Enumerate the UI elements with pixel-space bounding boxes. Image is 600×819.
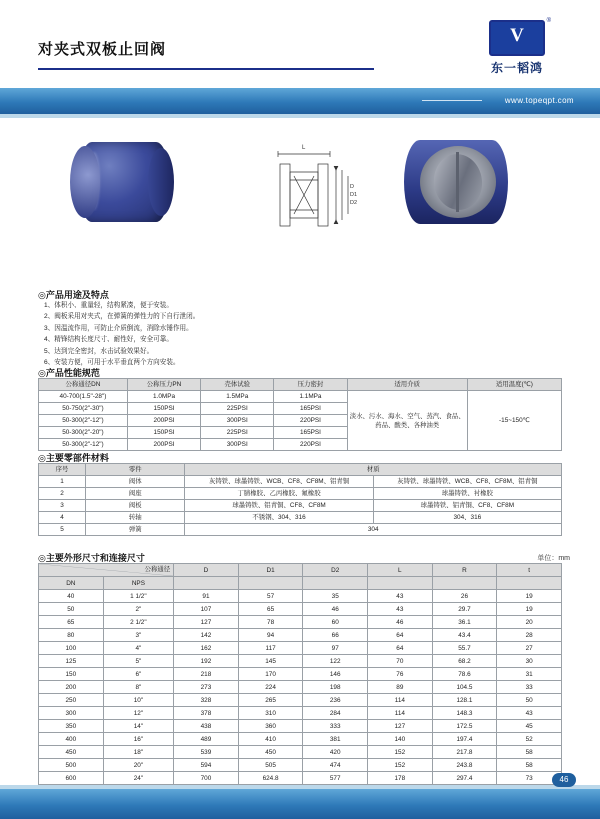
cell-dn: 600 [39, 772, 104, 785]
cell-part: 阀板 [86, 500, 185, 512]
cell-temperature: -15~150℃ [467, 391, 561, 451]
cell-pn: 200PSI [127, 439, 200, 451]
cell-dn: 50 [39, 603, 104, 616]
table-row [39, 590, 562, 603]
cell-pn: 150PSI [127, 403, 200, 415]
dim-col-t: t [497, 564, 562, 577]
material-table [38, 463, 562, 536]
dim-col-nps: NPS [103, 577, 174, 590]
dimension-table [38, 563, 562, 798]
cell-d1: 145 [238, 655, 303, 668]
cell-nps: 18" [103, 746, 174, 759]
cell-r: 172.5 [432, 720, 497, 733]
cell-d1: 94 [238, 629, 303, 642]
website-url: www.topeqpt.com [504, 96, 574, 105]
cell-no: 3 [39, 500, 86, 512]
cell-shell: 1.5MPa [201, 391, 274, 403]
cell-d1: 117 [238, 642, 303, 655]
cell-nps: 20" [103, 759, 174, 772]
table-row [39, 524, 562, 536]
cell-seal: 165PSI [274, 403, 347, 415]
logo-mark-icon [489, 18, 551, 56]
cell-part: 转轴 [86, 512, 185, 524]
svg-text:D1: D1 [350, 192, 358, 198]
cell-d1: 65 [238, 603, 303, 616]
cell-shell: 300PSI [201, 439, 274, 451]
cell-material-b: 304、316 [373, 512, 561, 524]
table-row [39, 488, 562, 500]
table-row [39, 746, 562, 759]
cell-material-a: 304 [185, 524, 562, 536]
table-row [39, 707, 562, 720]
cell-d: 594 [174, 759, 239, 772]
cell-l: 152 [368, 759, 433, 772]
table-row [39, 512, 562, 524]
cell-dn: 200 [39, 681, 104, 694]
cell-d1: 505 [238, 759, 303, 772]
table-header-row [39, 379, 562, 391]
mat-col-part: 零件 [86, 464, 185, 476]
cell-dn: 50-300(2"-20") [39, 427, 128, 439]
cell-d: 700 [174, 772, 239, 785]
cell-shell: 300PSI [201, 415, 274, 427]
table-row [39, 772, 562, 785]
cell-material-a: 丁腈橡胶、乙丙橡胶、氟橡胶 [185, 488, 373, 500]
dimension-section-title: ◎主要外形尺寸和连接尺寸 [38, 553, 145, 563]
spec-col-temp: 适用温度(℃) [467, 379, 561, 391]
cell-nps: 4" [103, 642, 174, 655]
features-section-title: ◎产品用途及特点 [38, 290, 109, 300]
cell-r: 55.7 [432, 642, 497, 655]
cell-dn: 150 [39, 668, 104, 681]
cell-d2: 577 [303, 772, 368, 785]
feature-item: 3、因温流作用，可防止介质倒流，消除水锤作用。 [44, 324, 193, 332]
cell-l: 114 [368, 707, 433, 720]
valve-body-photo [78, 142, 170, 222]
cell-r: 104.5 [432, 681, 497, 694]
unit-note: 单位：mm [537, 555, 570, 562]
cell-material-a: 不锈钢、304、316 [185, 512, 373, 524]
cell-d2: 122 [303, 655, 368, 668]
cell-dn: 250 [39, 694, 104, 707]
cell-dn: 50-300(2"-12") [39, 415, 128, 427]
spec-col-shell: 壳体试验 [201, 379, 274, 391]
cell-part: 弹簧 [86, 524, 185, 536]
cell-d: 328 [174, 694, 239, 707]
cell-d2: 97 [303, 642, 368, 655]
band-divider-line [422, 100, 482, 101]
cell-l: 140 [368, 733, 433, 746]
cell-dn: 80 [39, 629, 104, 642]
band-bottom-stripe [0, 114, 600, 118]
dim-corner-label: 公称通径 [144, 566, 171, 573]
table-header-row [39, 464, 562, 476]
cell-d2: 35 [303, 590, 368, 603]
dim-corner-header [39, 564, 174, 577]
cell-d1: 224 [238, 681, 303, 694]
cell-pn: 200PSI [127, 415, 200, 427]
cell-d2: 381 [303, 733, 368, 746]
cell-t: 28 [497, 629, 562, 642]
cell-r: 26 [432, 590, 497, 603]
cell-d2: 236 [303, 694, 368, 707]
company-logo [462, 20, 572, 78]
table-row [39, 629, 562, 642]
cell-l: 178 [368, 772, 433, 785]
feature-item: 4、精锋结构长度尺寸、耐性好，安全可靠。 [44, 336, 173, 344]
logo-company-name: 东一韬鸿 [490, 61, 543, 75]
cell-nps: 24" [103, 772, 174, 785]
cell-d1: 170 [238, 668, 303, 681]
cell-d1: 265 [238, 694, 303, 707]
cell-no: 2 [39, 488, 86, 500]
title-underline [38, 68, 374, 70]
cell-d1: 310 [238, 707, 303, 720]
cell-l: 64 [368, 629, 433, 642]
cell-nps: 8" [103, 681, 174, 694]
cell-r: 297.4 [432, 772, 497, 785]
cell-d2: 284 [303, 707, 368, 720]
cell-t: 58 [497, 746, 562, 759]
cell-shell: 225PSI [201, 427, 274, 439]
table-row [39, 603, 562, 616]
cell-d1: 450 [238, 746, 303, 759]
cell-l: 89 [368, 681, 433, 694]
cell-t: 45 [497, 720, 562, 733]
cell-seal: 220PSI [274, 439, 347, 451]
table-row [39, 759, 562, 772]
table-row [39, 720, 562, 733]
cell-l: 46 [368, 616, 433, 629]
cell-l: 127 [368, 720, 433, 733]
cell-t: 30 [497, 655, 562, 668]
page-title: 对夹式双板止回阀 [38, 41, 167, 58]
spec-col-seal: 压力密封 [274, 379, 347, 391]
cell-d: 378 [174, 707, 239, 720]
cell-dn: 450 [39, 746, 104, 759]
cell-nps: 3" [103, 629, 174, 642]
table-row [39, 616, 562, 629]
cell-r: 43.4 [432, 629, 497, 642]
cell-dn: 400 [39, 733, 104, 746]
cell-r: 148.3 [432, 707, 497, 720]
cell-t: 73 [497, 772, 562, 785]
cell-t: 27 [497, 642, 562, 655]
cell-d: 218 [174, 668, 239, 681]
cell-d1: 410 [238, 733, 303, 746]
feature-item: 1、体积小、重量轻，结构紧凑，便于安装。 [44, 302, 173, 309]
cell-material-b: 灰铸铁、球墨铸铁、WCB、CF8、CF8M、铝青铜 [373, 476, 561, 488]
cell-dn: 350 [39, 720, 104, 733]
cell-no: 5 [39, 524, 86, 536]
cell-d: 438 [174, 720, 239, 733]
cell-seal: 1.1MPa [274, 391, 347, 403]
cell-part: 阀座 [86, 488, 185, 500]
table-subheader-row [39, 577, 562, 590]
cell-seal: 165PSI [274, 427, 347, 439]
cell-dn: 50-300(2"-12") [39, 439, 128, 451]
cell-dn: 40 [39, 590, 104, 603]
spec-section-title: ◎产品性能规范 [38, 368, 100, 378]
dim-col-dn: DN [39, 577, 104, 590]
table-row [39, 694, 562, 707]
table-row [39, 500, 562, 512]
cell-t: 58 [497, 759, 562, 772]
page-header [0, 0, 600, 88]
cell-d: 127 [174, 616, 239, 629]
cell-nps: 16" [103, 733, 174, 746]
cell-pn: 1.0MPa [127, 391, 200, 403]
svg-text:D2: D2 [350, 200, 358, 206]
table-row [39, 642, 562, 655]
cell-seal: 220PSI [274, 415, 347, 427]
table-row [39, 476, 562, 488]
cell-d2: 420 [303, 746, 368, 759]
feature-item: 2、阀板采用对夹式，在弹簧的弹性力的下自行泄闭。 [44, 313, 200, 321]
valve-section-drawing [258, 136, 368, 256]
dim-col-d2: D2 [303, 564, 368, 577]
cell-nps: 6" [103, 668, 174, 681]
cell-d2: 60 [303, 616, 368, 629]
cell-d2: 198 [303, 681, 368, 694]
cell-d: 162 [174, 642, 239, 655]
cell-d: 142 [174, 629, 239, 642]
cell-nps: 2" [103, 603, 174, 616]
cell-r: 68.2 [432, 655, 497, 668]
logo-letter: V [510, 25, 524, 46]
cell-r: 217.8 [432, 746, 497, 759]
product-image-row [0, 128, 600, 270]
cell-l: 152 [368, 746, 433, 759]
cell-dn: 65 [39, 616, 104, 629]
cell-dn: 125 [39, 655, 104, 668]
cell-d: 273 [174, 681, 239, 694]
cell-d2: 66 [303, 629, 368, 642]
dim-col-d1: D1 [238, 564, 303, 577]
table-row [39, 733, 562, 746]
cell-d: 539 [174, 746, 239, 759]
cell-d1: 624.8 [238, 772, 303, 785]
valve-interior-photo [404, 140, 508, 224]
cell-d1: 360 [238, 720, 303, 733]
spec-col-dn: 公称通径DN [39, 379, 128, 391]
cell-material-a: 灰铸铁、球墨铸铁、WCB、CF8、CF8M、铝青铜 [185, 476, 373, 488]
cell-r: 78.6 [432, 668, 497, 681]
cell-d2: 474 [303, 759, 368, 772]
cell-dn: 100 [39, 642, 104, 655]
cell-d: 107 [174, 603, 239, 616]
dim-col-d: D [174, 564, 239, 577]
cell-l: 114 [368, 694, 433, 707]
cell-t: 19 [497, 603, 562, 616]
cell-r: 128.1 [432, 694, 497, 707]
spec-table [38, 378, 562, 451]
feature-item: 6、安装方便，可用于水平垂直两个方向安装。 [44, 359, 180, 367]
cell-d: 489 [174, 733, 239, 746]
cell-d2: 146 [303, 668, 368, 681]
cell-dn: 500 [39, 759, 104, 772]
cell-t: 31 [497, 668, 562, 681]
cell-d1: 78 [238, 616, 303, 629]
cell-l: 43 [368, 603, 433, 616]
cell-nps: 12" [103, 707, 174, 720]
table-row [39, 391, 562, 403]
cell-dn: 40-700(1.5"-28") [39, 391, 128, 403]
dim-col-r: R [432, 564, 497, 577]
cell-material-b: 球墨铸铁、铝青铜、CF8、CF8M [373, 500, 561, 512]
page-number: 46 [552, 773, 576, 787]
cell-dn: 50-750(2"-30") [39, 403, 128, 415]
cell-r: 29.7 [432, 603, 497, 616]
cell-material-a: 球墨铸铁、铝青铜、CF8、CF8M [185, 500, 373, 512]
spec-col-pn: 公称压力PN [127, 379, 200, 391]
dim-col-l: L [368, 564, 433, 577]
svg-text:D: D [350, 184, 354, 190]
cell-nps: 1 1/2" [103, 590, 174, 603]
cell-d2: 333 [303, 720, 368, 733]
cell-d: 192 [174, 655, 239, 668]
feature-item: 5、达到完全密封，水击试验效果好。 [44, 347, 154, 355]
table-row [39, 655, 562, 668]
cell-l: 70 [368, 655, 433, 668]
cell-d2: 46 [303, 603, 368, 616]
table-row [39, 668, 562, 681]
cell-t: 50 [497, 694, 562, 707]
table-row [39, 681, 562, 694]
cell-r: 197.4 [432, 733, 497, 746]
dimension-table-body [39, 590, 562, 798]
svg-text:L: L [302, 145, 306, 151]
features-list [44, 300, 199, 368]
cell-media: 淡水、污水、海水、空气、蒸汽、食品、药品、酸类、各种油类 [347, 391, 467, 451]
table-header-row [39, 564, 562, 577]
material-section-title: ◎主要零部件材料 [38, 453, 109, 463]
footer-blue-band [0, 789, 600, 819]
cell-nps: 10" [103, 694, 174, 707]
cell-t: 43 [497, 707, 562, 720]
cell-nps: 14" [103, 720, 174, 733]
cell-t: 20 [497, 616, 562, 629]
cell-l: 43 [368, 590, 433, 603]
cell-part: 阀体 [86, 476, 185, 488]
mat-col-material: 材质 [185, 464, 562, 476]
cell-dn: 300 [39, 707, 104, 720]
cell-nps: 2 1/2" [103, 616, 174, 629]
cell-t: 52 [497, 733, 562, 746]
cell-no: 1 [39, 476, 86, 488]
cell-shell: 225PSI [201, 403, 274, 415]
logo-registered-mark: ® [546, 18, 551, 24]
cell-l: 76 [368, 668, 433, 681]
cell-l: 64 [368, 642, 433, 655]
cell-r: 36.1 [432, 616, 497, 629]
cell-r: 243.8 [432, 759, 497, 772]
cell-pn: 150PSI [127, 427, 200, 439]
cell-d1: 57 [238, 590, 303, 603]
spec-col-media: 适用介质 [347, 379, 467, 391]
cell-material-b: 球墨铸铁、衬橡胶 [373, 488, 561, 500]
cell-nps: 5" [103, 655, 174, 668]
cell-t: 33 [497, 681, 562, 694]
mat-col-no: 序号 [39, 464, 86, 476]
cell-no: 4 [39, 512, 86, 524]
cell-t: 19 [497, 590, 562, 603]
cell-d: 91 [174, 590, 239, 603]
